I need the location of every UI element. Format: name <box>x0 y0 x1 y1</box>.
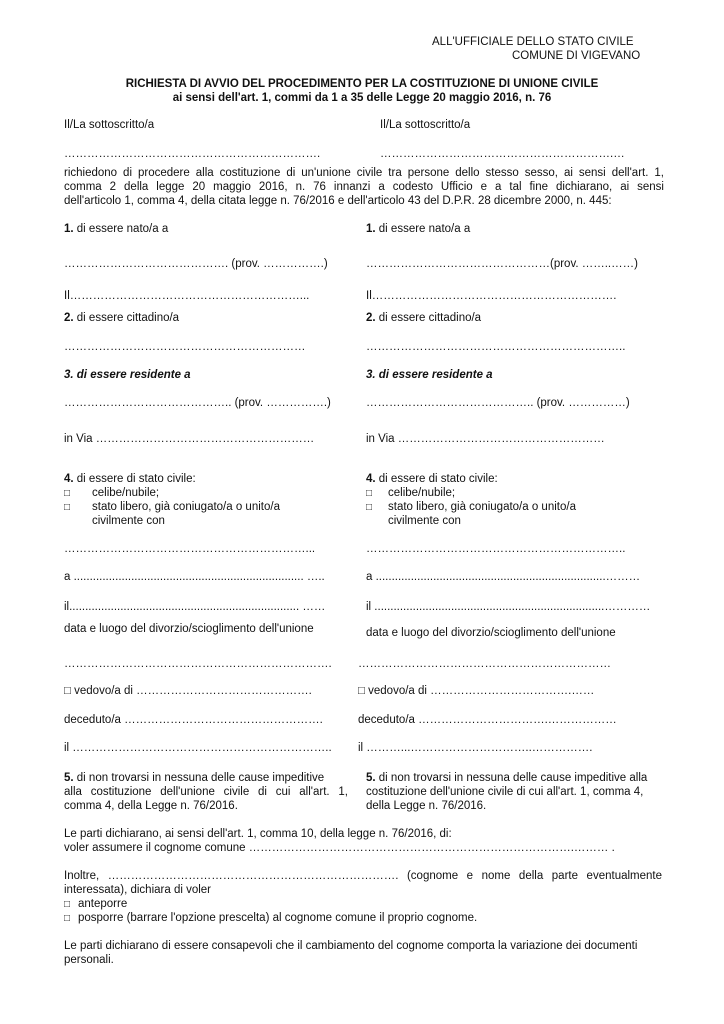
left-residence-field[interactable]: …………………………………….. (prov. …………….) <box>64 397 331 409</box>
surname-inoltre-line-2: interessata), dichiara di voler <box>64 884 212 896</box>
intro-line-1: richiedono di procedere alla costituzione di un'unione civile tra persone dello stesso sesso, ai sensi dell'art. 1, <box>64 167 664 179</box>
left-section-5-line-1: 5. di non trovarsi in nessuna delle cause impeditive <box>64 772 325 784</box>
surname-intro: Le parti dichiarano, ai sensi dell'art. 1, comma 10, della legge n. 76/2016, di: <box>64 828 452 840</box>
left-marriage-place-field[interactable]: a ........................................................................ ….. <box>64 571 325 583</box>
left-section-3-heading: 3. di essere residente a <box>64 369 191 381</box>
right-option-free-status[interactable]: □ stato libero, già coniugato/a o unito/a <box>366 501 576 513</box>
right-option-single[interactable]: □ celibe/nubile; <box>366 487 456 499</box>
left-birthplace-field[interactable]: ……………………………………. (prov. …………….) <box>64 258 328 270</box>
right-marriage-date-field[interactable]: il ........................................................................………… <box>366 601 651 613</box>
checkbox-icon[interactable]: □ <box>64 899 71 910</box>
left-deceased-field[interactable]: deceduto/a ……………………………………………. <box>64 714 323 726</box>
footer-line-1: Le parti dichiarano di essere consapevoli che il cambiamento del cognome comporta la variazione dei documenti <box>64 940 638 952</box>
right-signer-label: Il/La sottoscritto/a <box>380 119 471 131</box>
intro-line-3: dell'articolo 1, comma 4, della citata legge n. 76/2016 e dell'articolo 43 del D.P.R. 28 dicembre 2000, n. 445: <box>64 195 612 207</box>
right-section-5-line-1: 5. di non trovarsi in nessuna delle cause impeditive alla <box>366 772 648 784</box>
left-divorce-field[interactable]: ……………………………………………………………. <box>64 658 332 670</box>
right-section-5-line-3: della Legge n. 76/2016. <box>366 800 487 812</box>
right-section-5-line-2: costituzione dell'unione civile di cui all'art. 1, comma 4, <box>366 786 644 798</box>
right-divorce-label: data e luogo del divorzio/scioglimento dell'unione <box>366 627 616 639</box>
left-deceased-date-field[interactable]: il ………………………………………………………….. <box>64 742 332 754</box>
right-section-4-heading: 4. di essere di stato civile: <box>366 473 498 485</box>
left-section-4-heading: 4. di essere di stato civile: <box>64 473 196 485</box>
right-section-2-heading: 2. di essere cittadino/a <box>366 312 482 324</box>
right-divorce-field[interactable]: ………………………………………………………… <box>358 658 611 670</box>
left-option-free-status[interactable]: □ stato libero, già coniugato/a o unito/a <box>64 501 280 513</box>
checkbox-icon[interactable]: □ <box>64 502 71 513</box>
checkbox-icon[interactable]: □ <box>366 502 373 513</box>
left-section-5-line-2: alla costituzione dell'unione civile di cui all'art. 1, <box>64 786 348 798</box>
checkbox-icon[interactable]: □ <box>64 913 71 924</box>
option-prepend[interactable]: □ anteporre <box>64 898 128 910</box>
left-section-2-heading: 2. di essere cittadino/a <box>64 312 180 324</box>
common-surname-field[interactable]: voler assumere il cognome comune ………………………………………………………………………….……… . <box>64 842 615 854</box>
left-signer-label: Il/La sottoscritto/a <box>64 119 155 131</box>
right-birthplace-field[interactable]: …………………………………………(prov. ……..……) <box>366 258 638 270</box>
left-option-single[interactable]: □ celibe/nubile; <box>64 487 160 499</box>
right-signer-name-field[interactable]: …………………………………………………….… <box>380 148 625 160</box>
left-signer-name-field[interactable]: …………………………………………………………. <box>64 148 321 160</box>
checkbox-icon[interactable]: □ <box>366 488 373 499</box>
left-section-1-heading: 1. di essere nato/a a <box>64 223 169 235</box>
left-spouse-field[interactable]: ………………………………………………………... <box>64 543 316 555</box>
left-birthdate-field[interactable]: Il……………………………………………………... <box>64 290 310 302</box>
left-divorce-label: data e luogo del divorzio/scioglimento dell'unione <box>64 623 314 635</box>
right-section-3-heading: 3. di essere residente a <box>366 369 493 381</box>
right-deceased-field[interactable]: deceduto/a …………………………….……………… <box>358 714 617 726</box>
recipient-line-2: COMUNE DI VIGEVANO <box>512 50 641 62</box>
right-street-field[interactable]: in Via ……………………………………………… <box>366 433 605 445</box>
left-street-field[interactable]: in Via ………………………………………………… <box>64 433 315 445</box>
right-marriage-place-field[interactable]: a ........................................................................……… <box>366 571 641 583</box>
left-marriage-date-field[interactable]: il........................................................................ …… <box>64 601 326 613</box>
option-append[interactable]: □ posporre (barrare l'opzione prescelta) al cognome comune il proprio cognome. <box>64 912 478 924</box>
right-birthdate-field[interactable]: Il………………………………………………………. <box>366 290 617 302</box>
recipient-line-1: ALL'UFFICIALE DELLO STATO CIVILE <box>432 36 634 48</box>
document-title: RICHIESTA DI AVVIO DEL PROCEDIMENTO PER LA COSTITUZIONE DI UNIONE CIVILE <box>125 78 599 90</box>
document-subtitle: ai sensi dell'art. 1, commi da 1 a 35 delle Legge 20 maggio 2016, n. 76 <box>172 92 552 104</box>
right-residence-field[interactable]: …………………………………….. (prov. ……………) <box>366 397 630 409</box>
left-citizenship-field[interactable]: ……………………………………………………… <box>64 341 306 353</box>
intro-line-2: comma 2 della legge 20 maggio 2016, n. 76 innanzi a codesto Ufficio e a tal fine dichiarano, ai sensi <box>64 181 664 193</box>
checkbox-icon[interactable]: □ <box>64 488 71 499</box>
footer-line-2: personali. <box>64 954 114 966</box>
right-section-1-heading: 1. di essere nato/a a <box>366 223 471 235</box>
right-deceased-date-field[interactable]: il ………...…………………………..……………. <box>358 742 593 754</box>
right-citizenship-field[interactable]: ………………………………………………………….. <box>366 341 626 353</box>
left-option-free-status-cont: civilmente con <box>92 515 165 527</box>
right-spouse-field[interactable]: ………………………………………………………….. <box>366 543 626 555</box>
surname-inoltre-line-1[interactable]: Inoltre, …………………………………………………………………. (cognome e nome della parte eventualmente <box>64 870 662 882</box>
right-option-free-status-cont: civilmente con <box>388 515 461 527</box>
right-widow-option[interactable]: □ vedovo/a di ……………………………….…… <box>358 685 595 697</box>
left-section-5-line-3: comma 4, della Legge n. 76/2016. <box>64 800 238 812</box>
left-widow-option[interactable]: □ vedovo/a di ………………………………………. <box>64 685 312 697</box>
